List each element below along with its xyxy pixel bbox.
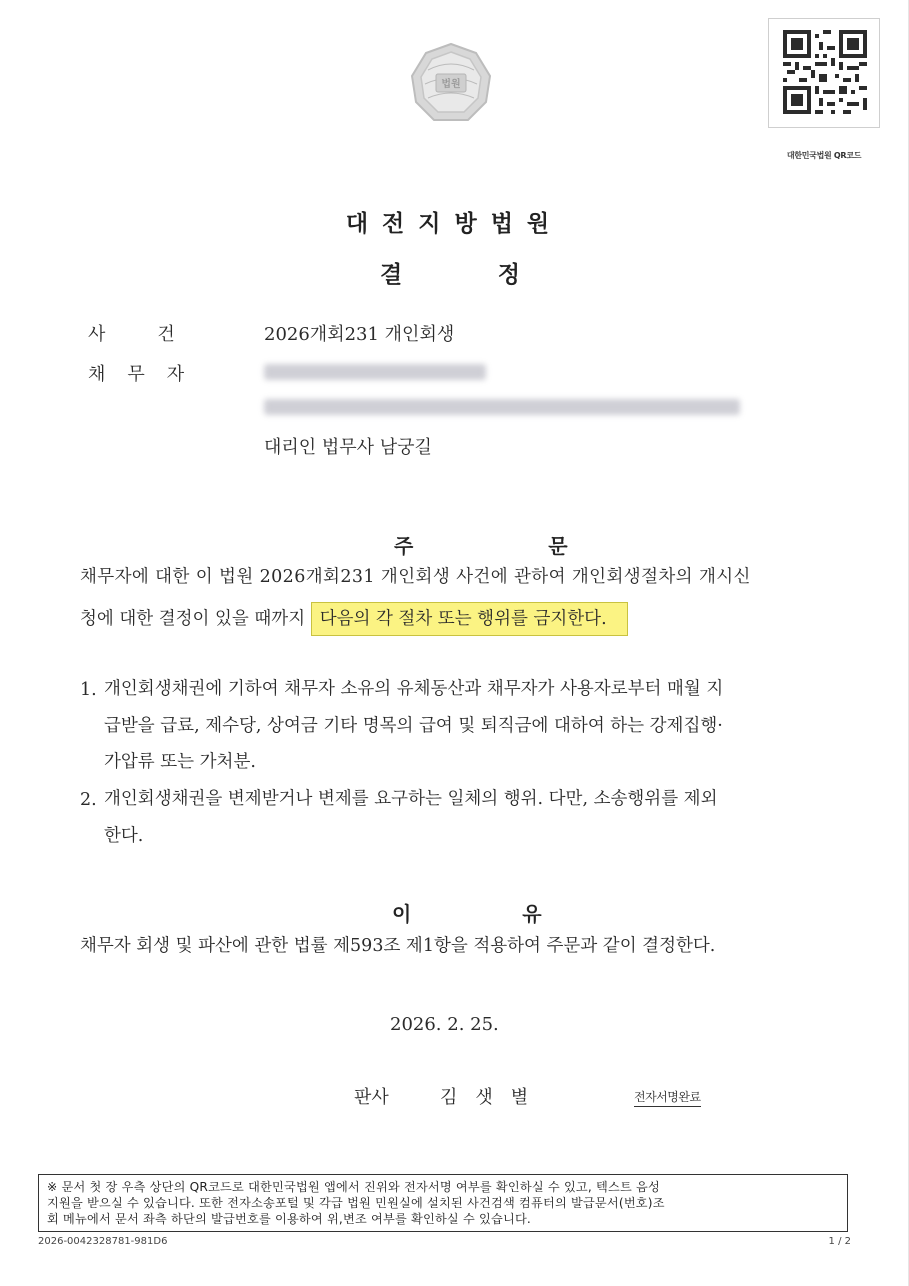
item-1-number: 1. <box>80 680 97 700</box>
notice-line-1: ※ 문서 첫 장 우측 상단의 QR코드로 대한민국법원 앱에서 진위와 전자서명 여부를 확인하실 수 있고, 텍스트 음성 <box>47 1180 660 1194</box>
court-name: 대전지방법원 <box>345 211 564 237</box>
qr-code-block <box>768 18 880 160</box>
case-label: 사건 <box>88 324 227 345</box>
emblem-text: 법원 <box>441 79 461 90</box>
verification-notice <box>38 1174 848 1232</box>
electronic-signature-mark: 전자서명완료 <box>634 1088 701 1107</box>
issue-number: 2026-0042328781-981D6 <box>38 1236 168 1247</box>
order-line-2-text: 청에 대한 결정이 있을 때까지 <box>80 609 311 629</box>
decision-date: 2026. 2. 25. <box>390 1014 499 1035</box>
page-number: 1 / 2 <box>828 1236 851 1247</box>
item-2-line-1: 개인회생채권을 변제받거나 변제를 요구하는 일체의 행위. 다만, 소송행위를 제외 <box>104 789 718 809</box>
agent-name: 대리인 법무사 남궁길 <box>264 437 432 458</box>
qr-caption: 대한민국법원 QR코드 <box>786 151 862 160</box>
order-line-2 <box>80 598 628 640</box>
qr-code-icon <box>768 18 880 128</box>
court-emblem-icon <box>408 40 494 126</box>
reason-text: 채무자 회생 및 파산에 관한 법률 제593조 제1항을 적용하여 주문과 같이 결정한다. <box>80 936 716 956</box>
redacted-debtor-address <box>264 399 740 415</box>
document-type-char-2: 정 <box>497 262 520 288</box>
judge-label: 판사 <box>354 1087 389 1108</box>
item-1-line-3: 가압류 또는 가처분. <box>104 752 256 772</box>
item-1-line-1: 개인회생채권에 기하여 채무자 소유의 유체동산과 채무자가 사용자로부터 매월 지 <box>104 679 724 699</box>
order-heading: 주 문 <box>394 534 632 558</box>
document-type-char-1: 결 <box>380 262 403 288</box>
redacted-debtor-name <box>264 364 486 380</box>
debtor-label: 채무자 <box>88 364 207 385</box>
highlighted-prohibition: 다음의 각 절차 또는 행위를 금지한다. <box>311 602 628 636</box>
notice-line-2: 지원을 받으실 수 있습니다. 또한 전자소송포털 및 각급 법원 민원실에 설치된 사건검색 컴퓨터의 발급문서(번호)조 <box>47 1196 665 1210</box>
notice-line-3: 회 메뉴에서 문서 좌측 하단의 발급번호를 이용하여 위,변조 여부를 확인하실 수 있습니다. <box>47 1212 531 1226</box>
reason-heading: 이 유 <box>392 902 594 926</box>
item-1-line-2: 급받을 급료, 제수당, 상여금 기타 명목의 급여 및 퇴직금에 대하여 하는 강제집행· <box>104 716 723 736</box>
item-2-line-2: 한다. <box>104 826 144 846</box>
judge-name: 김샛별 <box>440 1087 547 1108</box>
item-2-number: 2. <box>80 790 97 810</box>
case-value: 2026개회231 개인회생 <box>264 324 455 345</box>
order-line-1: 채무자에 대한 이 법원 2026개회231 개인회생 사건에 관하여 개인회생절차의 개시신 <box>80 567 751 587</box>
